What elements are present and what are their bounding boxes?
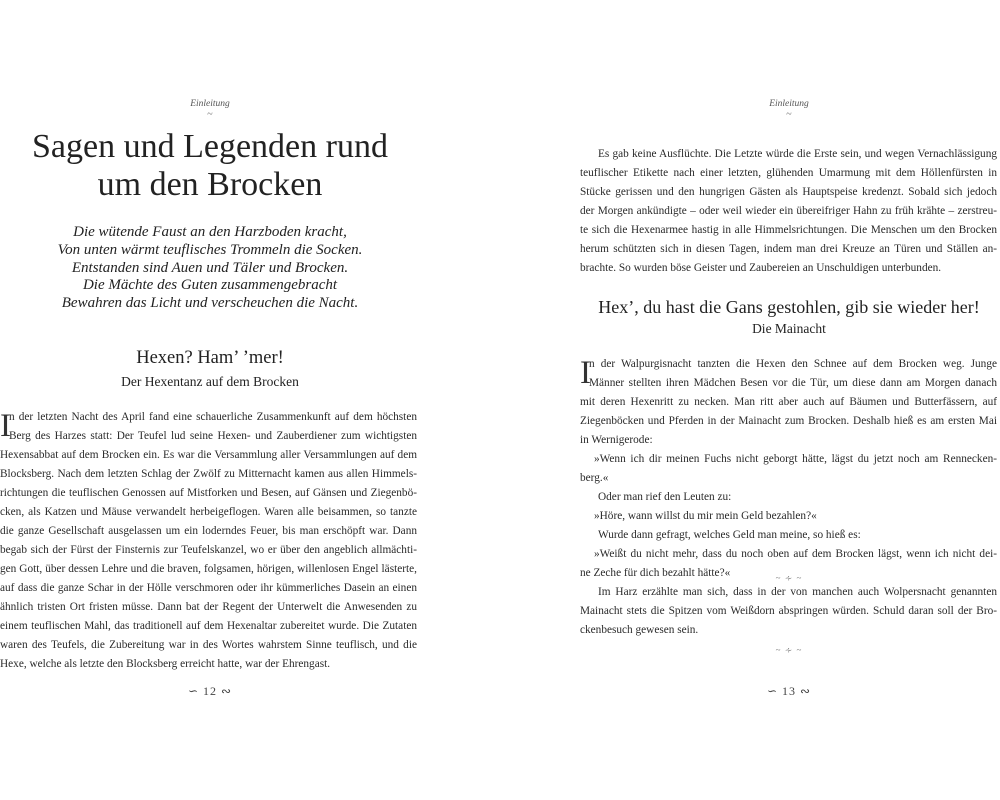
page-number: ∽ 12 ∾ [187, 684, 233, 698]
text-line: Ziegenböcken und Pferden in der Mainacht zum Brocken. Deshalb hieß es am ersten Mai [580, 415, 997, 427]
text-line: waren des Teufels, die Zubereitung war in des Wortes wahrstem Sinne teuflisch, und die [0, 639, 417, 651]
narration-line: Oder man rief den Leuten zu: [598, 491, 732, 503]
text-line: brachte. So wurden böse Geister und Zaubereien an Unschuldigen unterbunden. [580, 262, 942, 274]
running-head: Einleitung [769, 99, 809, 109]
text-line: n der Walpurgisnacht tanzten die Hexen den Schnee auf dem Brocken weg. Junge [589, 358, 997, 370]
text-line: Stücke gerissen und den hungrigen Gästen als Hauptspeise kredenzt. Sobald sich jedoch [580, 186, 997, 198]
poem-line: Entstanden sind Auen und Täler und Brocken. [71, 259, 349, 276]
text-line: Berg des Harzes statt: Der Teufel lud seine Hexen- und Zauberdiener zum wichtigsten [9, 430, 417, 442]
poem-line: Bewahren das Licht und verscheuchen die Nacht. [61, 295, 359, 312]
narration-line: Wurde dann gefragt, welches Geld man meine, so hieß es: [598, 529, 861, 541]
text-line: Es gab keine Ausflüchte. Die Letzte würde die Erste sein, und wegen Vernachlässigung [598, 148, 997, 160]
quote-line: »Weißt du nicht mehr, dass du noch oben auf dem Brocken lägst, wenn ich nicht dei- [594, 548, 997, 560]
text-line: Blocksberg. Nach dem letzten Schlag der Zwölf zu Mitternacht kamen aus allen Himmels- [0, 468, 417, 480]
text-line: einem teuflischen Mahl, das traditionell auf dem Hexenaltar zubereitet wurde. Die Zutaten [0, 620, 417, 632]
quote-line: »Höre, wann willst du mir mein Geld bezahlen?« [594, 510, 817, 522]
section-break-ornament: ~ ∻ ~ [775, 573, 803, 583]
text-line: der Morgen ankündigte – oder weil wieder ein übereifriger Hahn zu früh krähte – zerstreu- [580, 205, 997, 217]
text-line: richtungen die teuflischen Genossen auf Mistforken und Besen, auf Gänsen und Ziegenbö- [0, 487, 417, 499]
text-line: ähnlich tristen Ort fristen müsse. Dann bat der Regent der Unterwelt die Anwesenden zu [0, 601, 417, 613]
chapter-title-line: um den Brocken [97, 166, 323, 203]
section-title: Hex’, du hast die Gans gestohlen, gib sie wieder her! [598, 297, 980, 317]
section-subtitle: Die Mainacht [752, 321, 826, 336]
chapter-title [0, 128, 420, 204]
text-line: teuflischer Etikette nach einer letzten, glühenden Umarmung mit dem Höllenfürsten in [580, 167, 997, 179]
running-head-ornament: ~ [207, 109, 213, 120]
text-line: Im Harz erzählte man sich, dass in der von manchen auch Wolpersnacht genannten [598, 586, 997, 598]
text-line: Hexe, welche als letzte den Blocksberg erreicht hatte, war der Ehrengast. [0, 658, 331, 670]
text-line: gen Gott, über dessen Lehre und die braven, folgsamen, hörigen, willenlosen Engel lästerte, [0, 563, 417, 575]
quote-line: ne Zeche für dich bezahlt hätte?« [580, 567, 731, 579]
text-line: begab sich der Fürst der Finsternis zur Teufelskanzel, wo er über den angeblich allmächti- [0, 544, 417, 556]
poem-line: Die wütende Faust an den Harzboden kracht, [73, 224, 347, 240]
text-line: n der letzten Nacht des April fand eine schauerliche Zusammenkunft auf dem höchsten [9, 411, 417, 423]
end-ornament: ~ ∻ ~ [775, 645, 803, 655]
text-line: die ganze Gesellschaft ausgelassen um ein loderndes Feuer, bis man erschöpft war. Dann [0, 525, 417, 537]
text-line: ckenbesuch gewesen sein. [580, 624, 699, 636]
section-subtitle: Der Hexentanz auf dem Brocken [121, 374, 299, 389]
text-line: Hexensabbat auf dem Brocken ein. Es war die Versammlung aller Versammlungen auf dem [0, 449, 417, 461]
body-text [580, 355, 997, 583]
epigraph-poem [0, 224, 420, 313]
text-line: herum schützten sich in diesen Tagen, indem man drei Kreuze an Türen und Ställen an- [580, 243, 997, 255]
running-head: Einleitung [190, 99, 230, 109]
closing-text [580, 583, 997, 640]
left-page [0, 0, 420, 800]
drop-cap: I [0, 408, 11, 444]
intro-text [580, 145, 997, 278]
text-line: cken, als Katzen und Mäuse verwandelt herbeigeflogen. Waren alle beisammen, so tanzte [0, 506, 417, 518]
text-line: te sich die Hexenarmee hastig in alle Himmelsrichtungen. Die Menschen um den Brocken [580, 224, 997, 236]
right-page [580, 0, 998, 800]
text-line: auf dass die ganze Schar in der Hölle verschmoren oder ihr kümmerliches Dasein an einen [0, 582, 417, 594]
running-head-ornament: ~ [786, 109, 792, 120]
text-line: mit deren Hexenritt zu necken. Man ritt aber auch auf Bäumen und Butterfässern, auf [580, 396, 997, 408]
text-line: Mainacht stets die Spitzen vom Weißdorn abspringen würden. Schuld daran soll der Bro- [580, 605, 997, 617]
drop-cap: I [580, 355, 591, 391]
text-line: Männer stellten ihren Mädchen Besen vor die Tür, um diese dann am Morgen danach [589, 377, 997, 389]
poem-line: Die Mächte des Guten zusammengebracht [82, 277, 338, 294]
chapter-title-line: Sagen und Legenden rund [32, 128, 388, 165]
section-title: Hexen? Ham’ ’mer! [136, 348, 284, 368]
poem-line: Von unten wärmt teuflisches Trommeln die Socken. [57, 241, 363, 258]
quote-line: berg.« [580, 472, 609, 484]
text-line: in Wernigerode: [580, 434, 653, 446]
page-number: ∽ 13 ∾ [766, 684, 812, 698]
body-text [0, 408, 417, 674]
quote-line: »Wenn ich dir meinen Fuchs nicht geborgt hätte, lägst du jetzt noch am Rennecken- [594, 453, 997, 465]
